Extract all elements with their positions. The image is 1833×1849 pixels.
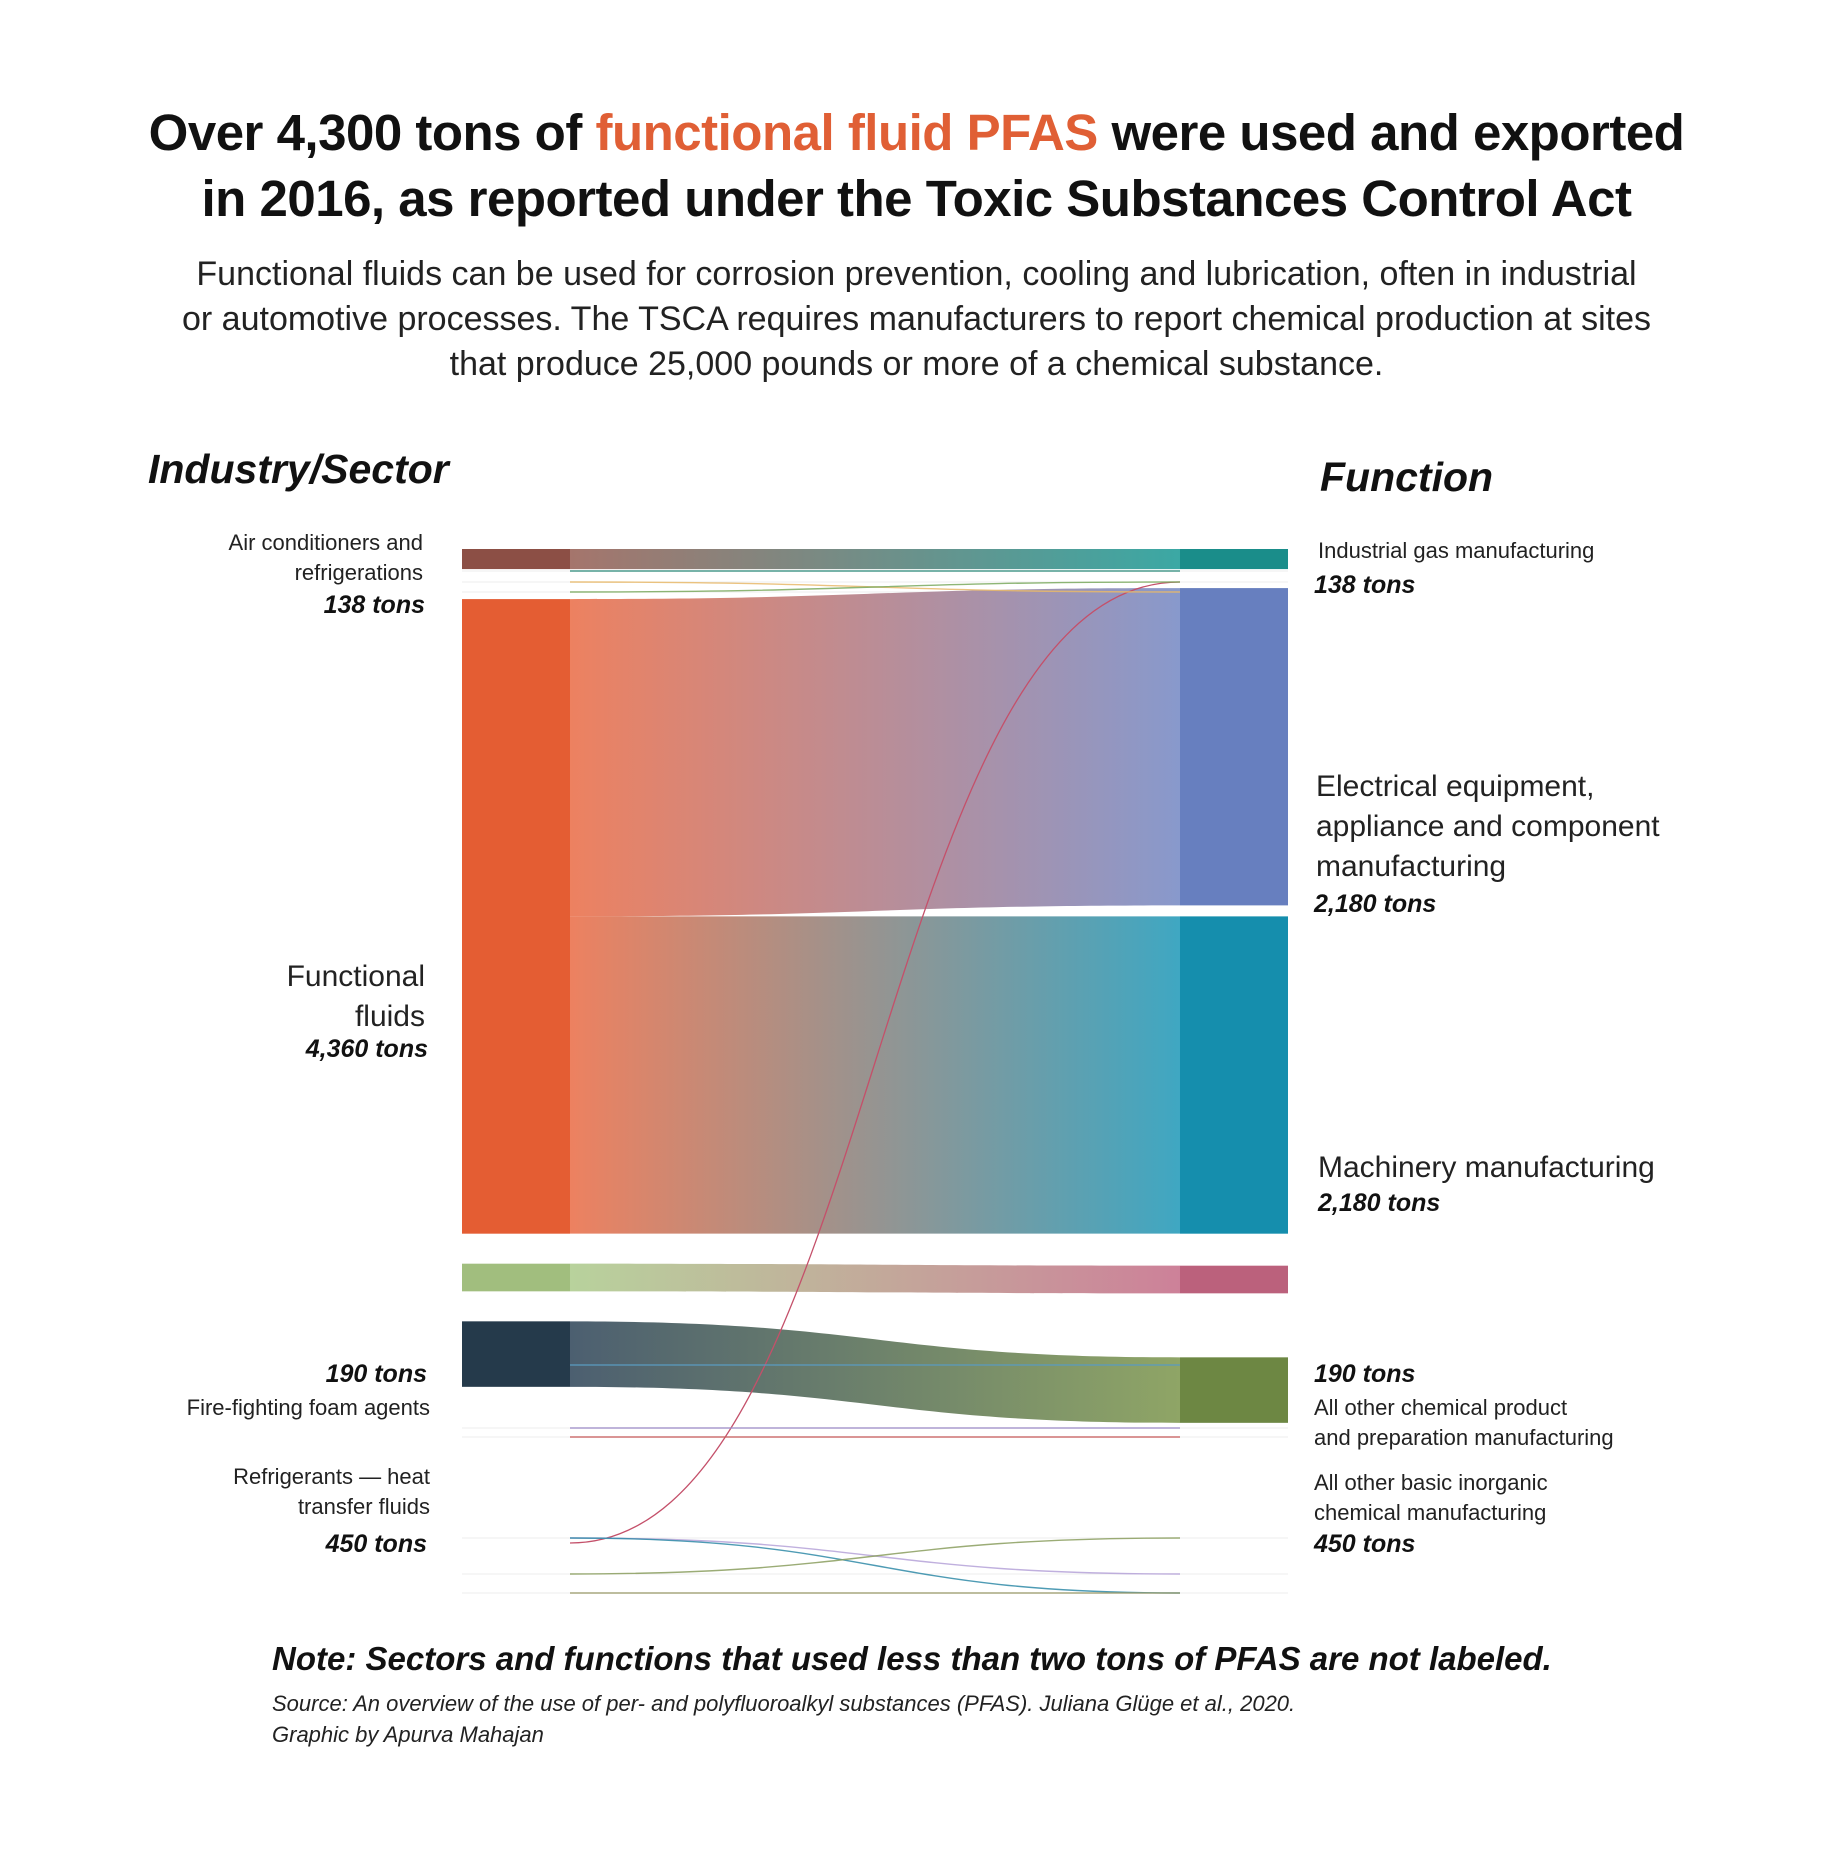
label-other-chemical-line-1: All other chemical product	[1314, 1395, 1568, 1420]
target-node-elec	[1180, 588, 1288, 905]
minor-flow-8	[570, 1538, 1180, 1574]
value-electrical-equipment: 2,180 tons	[1314, 890, 1437, 918]
target-node-chem	[1180, 1266, 1288, 1294]
value-industrial-gas: 138 tons	[1314, 571, 1416, 599]
title-highlight: functional fluid PFAS	[595, 104, 1098, 161]
value-air-conditioners: 138 tons	[323, 591, 425, 619]
title-text-b: were used and exported	[1097, 104, 1685, 161]
label-other-chemical	[1314, 1393, 1614, 1453]
column-header-sector: Industry/Sector	[148, 446, 449, 492]
label-air-conditioners-line-2: refrigerations	[294, 560, 423, 585]
subtitle-line-2: or automotive processes. The TSCA requires manufacturers to report chemical production at sites	[182, 300, 1651, 338]
value-functional-fluids: 4,360 tons	[305, 1035, 428, 1063]
label-functional-fluids-line-1: Functional	[286, 960, 425, 993]
label-inorganic-line-2: chemical manufacturing	[1314, 1500, 1547, 1525]
link-ff-mach	[570, 916, 1180, 1233]
label-fire-fighting-foam: Fire-fighting foam agents	[186, 1395, 430, 1420]
value-fire-fighting-foam: 190 tons	[325, 1360, 427, 1388]
minor-flow-7	[570, 1538, 1180, 1593]
label-refrigerants-line-1: Refrigerants — heat	[233, 1464, 430, 1489]
label-functional-fluids-line-2: fluids	[354, 1000, 425, 1033]
link-foam-chem	[570, 1264, 1180, 1294]
chart-note: Note: Sectors and functions that used less than two tons of PFAS are not labeled.	[272, 1640, 1552, 1677]
value-other-chemical: 190 tons	[1314, 1360, 1416, 1388]
label-electrical-line-1: Electrical equipment,	[1316, 770, 1595, 803]
target-node-gas	[1180, 549, 1288, 569]
label-other-chemical-line-2: and preparation manufacturing	[1314, 1425, 1614, 1450]
value-refrigerants: 450 tons	[325, 1530, 427, 1558]
link-refrig-inorg	[570, 1321, 1180, 1422]
source-node-ff	[462, 599, 570, 1234]
source-node-refrig	[462, 1321, 570, 1386]
column-header-function: Function	[1320, 454, 1494, 500]
sankey-links	[570, 549, 1180, 1543]
link-ff-elec	[570, 588, 1180, 916]
target-node-mach	[1180, 916, 1288, 1233]
title-line-2: in 2016, as reported under the Toxic Substances Control Act	[201, 170, 1632, 227]
source-credit: Graphic by Apurva Mahajan	[272, 1722, 544, 1747]
source-node-foam	[462, 1264, 570, 1292]
label-refrigerants-line-2: transfer fluids	[297, 1494, 430, 1519]
source-node-air	[462, 549, 570, 569]
target-node-inorg	[1180, 1357, 1288, 1422]
value-inorganic: 450 tons	[1314, 1530, 1416, 1558]
link-air-gas	[570, 549, 1180, 569]
label-electrical-equipment	[1316, 767, 1660, 887]
label-air-conditioners	[120, 528, 423, 588]
subtitle-line-1: Functional fluids can be used for corrosion prevention, cooling and lubrication, often in industrial	[196, 255, 1637, 293]
label-refrigerants	[120, 1462, 430, 1522]
label-inorganic	[1314, 1468, 1548, 1528]
label-air-conditioners-line-1: Air conditioners and	[228, 530, 423, 555]
chart-source	[272, 1688, 1295, 1750]
label-electrical-line-3: manufacturing	[1316, 850, 1507, 883]
source-citation: Source: An overview of the use of per- and polyfluoroalkyl substances (PFAS). Juliana Glüge et al., 2020.	[272, 1691, 1296, 1716]
subtitle-line-3: that produce 25,000 pounds or more of a chemical substance.	[449, 345, 1384, 383]
label-inorganic-line-1: All other basic inorganic	[1314, 1470, 1548, 1495]
title-text-a: Over 4,300 tons of	[148, 104, 596, 161]
label-machinery: Machinery manufacturing	[1318, 1151, 1655, 1184]
label-functional-fluids	[120, 957, 425, 1037]
value-machinery: 2,180 tons	[1318, 1189, 1441, 1217]
label-industrial-gas: Industrial gas manufacturing	[1318, 538, 1595, 563]
label-electrical-line-2: appliance and component	[1316, 810, 1660, 843]
